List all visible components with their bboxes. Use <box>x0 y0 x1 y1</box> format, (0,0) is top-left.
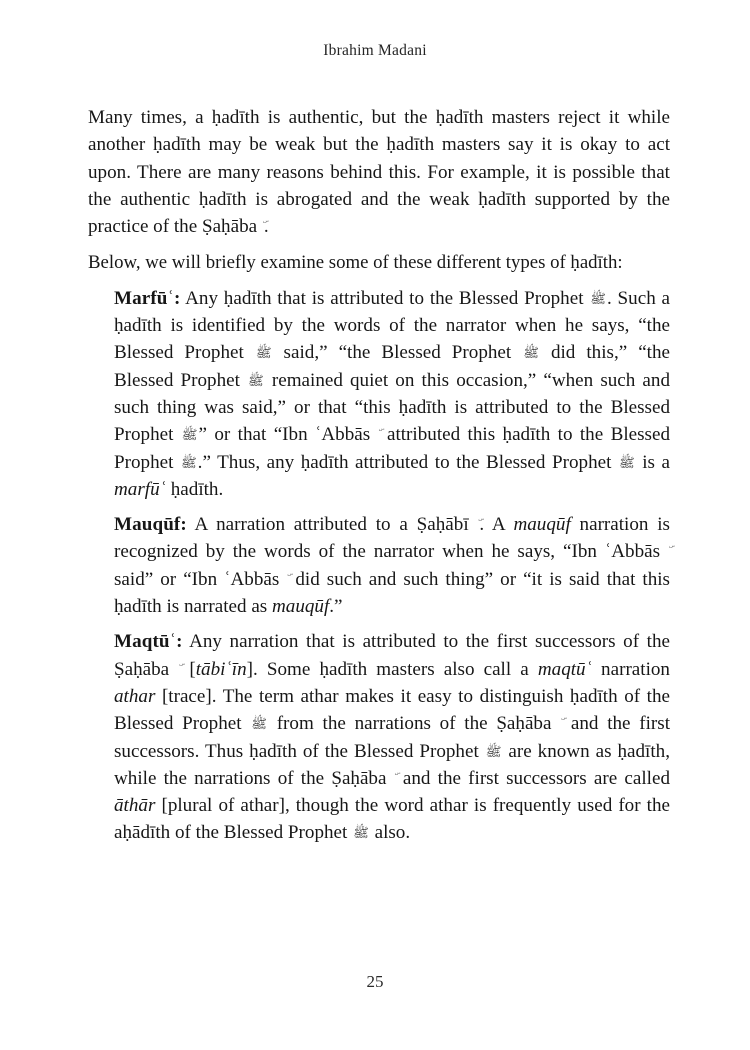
maqtu-text-9: and the first successors are called <box>395 767 671 789</box>
paragraph-types-lead <box>88 249 670 276</box>
paragraph-intro-period: . <box>263 216 269 238</box>
maqtu-text-5: [trace]. The term athar makes it easy to distinguish ḥadīth of the Blessed Prophet <box>114 685 670 735</box>
page-number: 25 <box>366 972 384 991</box>
maqtu-italic-term: maqtūʿ <box>537 658 592 680</box>
body-text-block <box>88 104 670 855</box>
maqtu-text-2: [ <box>180 658 196 680</box>
sallallahu-alayhi-wasallam-ornament-icon: ﷺ <box>618 455 635 471</box>
marfu-text-5: remained quiet on this occasion,” “when such and such thing was said,” or that “this ḥadīth is attributed to the Blessed Prophet <box>114 369 671 446</box>
marfu-text-4: did this,” “the Blessed Prophet <box>114 342 671 391</box>
maqtu-text-7: and the first successors. Thus ḥadīth of the Blessed Prophet <box>114 713 671 762</box>
maqtu-italic-tabiin: tābiʿīn <box>195 658 247 680</box>
maqtu-text-11: also. <box>369 822 411 844</box>
maqtu-text-8: are known as ḥadīth, while the narrations of the Ṣaḥāba <box>114 740 670 789</box>
marfu-text-8: .” Thus, any ḥadīth attributed to the Blessed Prophet <box>197 451 618 473</box>
sallallahu-alayhi-wasallam-ornament-icon: ﷺ <box>485 744 502 760</box>
sallallahu-alayhi-wasallam-ornament-icon: ﷺ <box>181 428 198 444</box>
mauquf-text-4: said” or “Ibn ʿAbbās <box>114 568 287 590</box>
marfu-text-9: is a <box>635 451 670 473</box>
term-maqtu: Maqtūʿ: <box>114 631 183 653</box>
maqtu-text-1: Any narration that is attributed to the first successors of the Ṣaḥāba <box>114 631 670 680</box>
term-mauquf: Mauqūf: <box>114 514 187 536</box>
sallallahu-alayhi-wasallam-ornament-icon: ﷺ <box>251 717 267 733</box>
sallallahu-alayhi-wasallam-ornament-icon: ﷺ <box>353 826 369 842</box>
sallallahu-alayhi-wasallam-ornament-icon: ﷺ <box>248 373 264 389</box>
marfu-text-6: ” or that “Ibn ʿAbbās <box>198 424 378 446</box>
sallallahu-alayhi-wasallam-ornament-icon: ﷺ <box>255 346 272 362</box>
definition-mauquf <box>114 511 670 620</box>
maqtu-text-6: from the narrations of the Ṣaḥāba <box>267 713 561 735</box>
marfu-text-3: said,” “the Blessed Prophet <box>272 342 523 364</box>
paragraph-types-lead-text: Below, we will briefly examine some of these different types of ḥadīth: <box>88 252 623 274</box>
marfu-text-7: attributed this ḥadīth to the Blessed Prophet <box>114 424 671 473</box>
marfu-text-1: Any ḥadīth that is attributed to the Blessed Prophet <box>180 287 590 309</box>
maqtu-italic-athar: athar <box>114 685 156 707</box>
maqtu-text-10: [plural of athar], though the word athar is frequently used for the aḥādīth of the Blessed Prophet <box>114 795 670 844</box>
maqtu-text-4: narration <box>591 658 670 680</box>
paragraph-intro <box>88 104 670 240</box>
sallallahu-alayhi-wasallam-ornament-icon: ﷺ <box>590 291 606 307</box>
mauquf-text-6: .” <box>329 596 343 618</box>
sallallahu-alayhi-wasallam-ornament-icon: ﷺ <box>523 346 539 362</box>
definition-marfu <box>114 285 670 503</box>
mauquf-text-5: did such and such thing” or “it is said that this ḥadīth is narrated as <box>114 568 670 618</box>
mauquf-text-1: A narration attributed to a Ṣaḥābī <box>186 514 478 536</box>
maqtu-italic-athar-plural: āthār <box>114 795 156 817</box>
maqtu-text-3: ]. Some ḥadīth masters also call a <box>246 658 538 680</box>
marfu-text-10: ḥadīth. <box>165 478 224 500</box>
term-marfu: Marfūʿ: <box>114 287 181 309</box>
paragraph-intro-text: Many times, a ḥadīth is authentic, but the ḥadīth masters reject it while another ḥadīth may be weak but the ḥadīth masters say it is okay to act upon. There are many reasons behind this. For example, it is possible that the authentic ḥadīth is abrogated and the weak ḥadīth supported by the practice of the Ṣaḥāba <box>88 107 670 238</box>
mauquf-text-3: narration is recognized by the words of the narrator when he says, “Ibn ʿAbbās <box>114 514 670 563</box>
mauquf-italic-term-2: mauqūf <box>272 596 330 618</box>
definition-maqtu <box>114 628 670 846</box>
mauquf-italic-term-1: mauqūf <box>513 514 571 536</box>
marfu-text-2: . Such a ḥadīth is identified by the words of the narrator when he says, “the Blessed Prophet <box>114 287 670 364</box>
marfu-italic-term: marfūʿ <box>114 478 166 500</box>
mauquf-text-2: . A <box>479 514 514 536</box>
sallallahu-alayhi-wasallam-ornament-icon: ﷺ <box>180 455 197 471</box>
running-head: Ibrahim Madani <box>323 42 427 59</box>
